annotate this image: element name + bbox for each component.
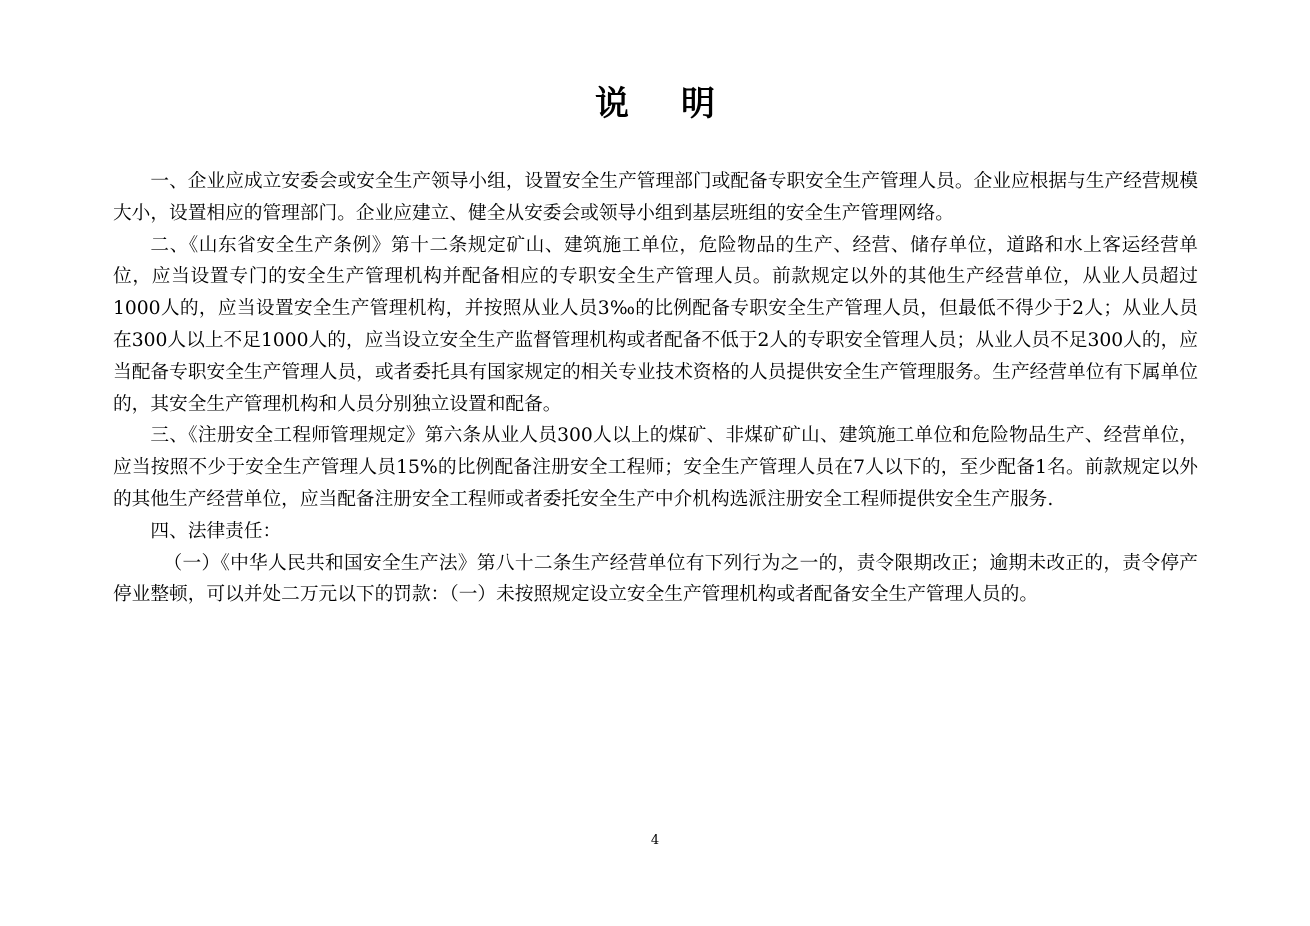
paragraph-3: 三、《注册安全工程师管理规定》第六条从业人员300人以上的煤矿、非煤矿矿山、建筑施工单位和危险物品生产、经营单位，应当按照不少于安全生产管理人员15%的比例配备注册安全工程师；安全生产管理人员在7人以下的，至少配备1名。前款规定以外的其他生产经营单位，应当配备注册安全工程师或者委托安全生产中介机构选派注册安全工程师提供安全生产服务. [113, 425, 1198, 510]
paragraph-1: 一、企业应成立安委会或安全生产领导小组，设置安全生产管理部门或配备专职安全生产管理人员。企业应根据与生产经营规模大小，设置相应的管理部门。企业应建立、健全从安委会或领导小组到基层班组的安全生产管理网络。 [113, 171, 1198, 224]
page-title: 说明 [595, 84, 767, 124]
paragraph-5: （一）《中华人民共和国安全生产法》第八十二条生产经营单位有下列行为之一的，责令限期改正；逾期未改正的，责令停产停业整顿，可以并处二万元以下的罚款：（一）未按照规定设立安全生产管理机构或者配备安全生产管理人员的。 [113, 552, 1198, 606]
paragraph-2: 二、《山东省安全生产条例》第十二条规定矿山、建筑施工单位，危险物品的生产、经营、储存单位，道路和水上客运经营单位，应当设置专门的安全生产管理机构并配备相应的专职安全生产管理人员。前款规定以外的其他生产经营单位，从业人员超过1000人的，应当设置安全生产管理机构，并按照从业人员3‰的比例配备专职安全生产管理人员，但最低不得少于2人；从业人员在300人以上不足1000人的，应当设立安全生产监督管理机构或者配备不低于2人的专职安全管理人员；从业人员不足300人的，应当配备专职安全生产管理人员，或者委托具有国家规定的相关专业技术资格的人员提供安全生产管理服务。生产经营单位有下属单位的，其安全生产管理机构和人员分别独立设置和配备。 [113, 234, 1198, 415]
document-body [113, 166, 1198, 611]
paragraph-4: 四、法律责任： [150, 520, 282, 542]
page-number: 4 [650, 833, 660, 848]
